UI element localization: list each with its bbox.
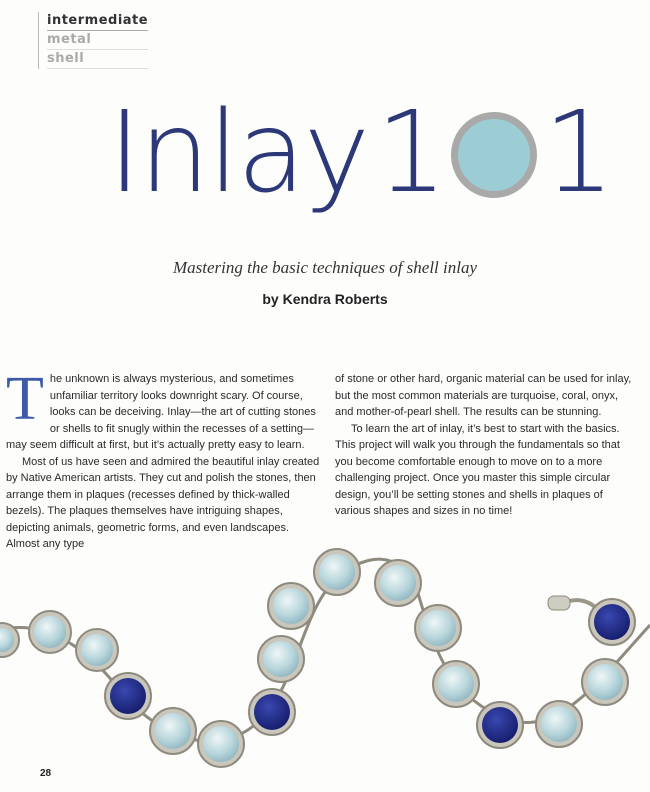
inlay-link-lapis [477, 702, 523, 748]
inlay-link [150, 708, 196, 754]
title-digit-one: 1 [376, 88, 446, 218]
title-zero-inlay-circle [451, 112, 537, 198]
title-word: Inlay [108, 88, 369, 218]
inlay-link [375, 560, 421, 606]
paragraph-3: of stone or other hard, organic material can be used for inlay, but the most common materials are turquoise, coral, onyx, and mother-of-pearl shell. The results can be stunning. [335, 373, 632, 418]
paragraph-2: Most of us have seen and admired the beautiful inlay created by Native American artists. They cut and polish the stones, then arrange them in plaques (recesses defined by thick-walled bezels). The plaques themselves have intriguing shapes, depicting animals, geometric forms, and even landscapes. Almost any type [6, 455, 320, 550]
inlay-link [415, 605, 461, 651]
paragraph-4: To learn the art of inlay, it’s best to start with the basics. This project will walk you through the fundamentals so that you become comfortable enough to move on to a more challenging project. Once you master this simple circular design, you’ll be setting stones and shells in plaques of various shapes and sizes in no time! [335, 422, 620, 517]
bracelet-photo [0, 540, 650, 772]
inlay-link [536, 701, 582, 747]
inlay-link-lapis [249, 689, 295, 735]
tag-material-shell: shell [47, 50, 148, 69]
inlay-link [268, 583, 314, 629]
paragraph-1 [6, 365, 324, 454]
article-column-1 [6, 365, 324, 553]
article-byline: by Kendra Roberts [262, 291, 388, 307]
inlay-link [76, 629, 118, 671]
tag-material-metal: metal [47, 31, 148, 50]
inlay-link [258, 636, 304, 682]
inlay-link [29, 611, 71, 653]
article-column-2 [335, 371, 635, 520]
paragraph-1-text: he unknown is always mysterious, and sometimes unfamiliar territory looks downright scary. Of course, looks can be deceiving. Inlay—the art of cutting stones or shells to fit snugly within the recesses of a setting—may seem difficult at first, but it’s actually pretty easy to learn. [6, 373, 316, 451]
inlay-link [314, 549, 360, 595]
category-tags [38, 12, 148, 69]
article-subtitle: Mastering the basic techniques of shell inlay [172, 258, 478, 277]
bracelet-links [0, 549, 635, 767]
drop-cap: T [6, 365, 44, 433]
tag-level: intermediate [47, 12, 148, 31]
inlay-link [582, 659, 628, 705]
title-digit-one-second: 1 [543, 88, 613, 218]
inlay-link [198, 721, 244, 767]
page-number: 28 [40, 768, 52, 779]
article-title [108, 88, 613, 218]
title-number [376, 88, 613, 218]
inlay-link [433, 661, 479, 707]
inlay-link-lapis [105, 673, 151, 719]
inlay-link-lapis [589, 599, 635, 645]
